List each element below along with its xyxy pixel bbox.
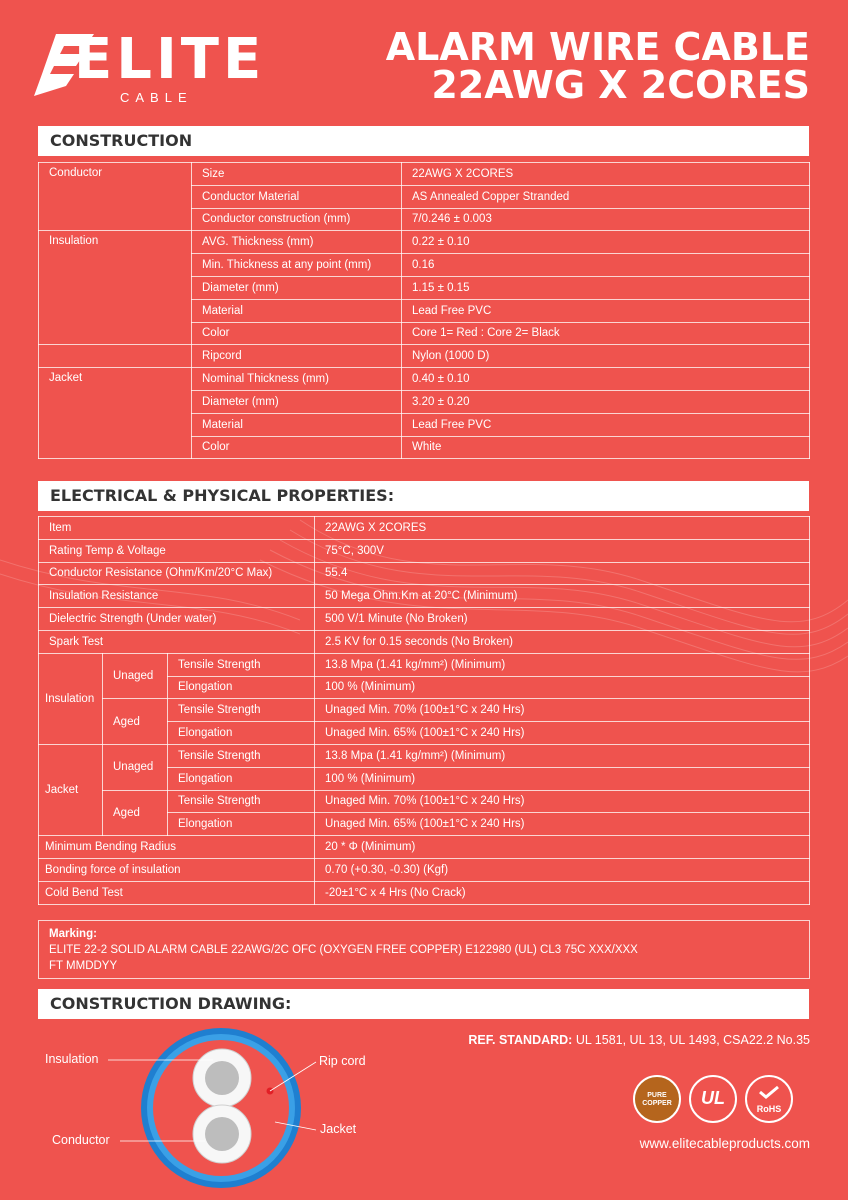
item-cell: Bonding force of insulation (39, 858, 315, 881)
item-cell: Item (39, 517, 315, 540)
table-row (39, 368, 810, 391)
param-cell: Min. Thickness at any point (mm) (192, 254, 402, 277)
table-row (39, 744, 810, 767)
param-cell: Elongation (168, 813, 315, 836)
param-cell: Tensile Strength (168, 699, 315, 722)
pure-text: PURE (647, 1092, 667, 1099)
value-cell: Core 1= Red : Core 2= Black (402, 322, 810, 345)
param-cell: Diameter (mm) (192, 276, 402, 299)
param-cell: AVG. Thickness (mm) (192, 231, 402, 254)
param-cell: Color (192, 436, 402, 459)
group-conductor: Conductor (39, 163, 192, 231)
ul-text: UL (701, 1088, 725, 1108)
table-row (39, 231, 810, 254)
electrical-table (38, 516, 810, 905)
value-cell: 7/0.246 ± 0.003 (402, 208, 810, 231)
param-cell: Material (192, 299, 402, 322)
value-cell: White (402, 436, 810, 459)
group-insulation: Insulation (39, 653, 103, 744)
param-cell: Elongation (168, 767, 315, 790)
value-cell: 13.8 Mpa (1.41 kg/mm²) (Minimum) (315, 653, 810, 676)
value-cell: 3.20 ± 0.20 (402, 390, 810, 413)
value-cell: Lead Free PVC (402, 413, 810, 436)
table-row (39, 836, 810, 859)
marking-line-1: ELITE 22-2 SOLID ALARM CABLE 22AWG/2C OFC (OXYGEN FREE COPPER) E122980 (UL) CL3 75C XXX/XXX (49, 944, 638, 956)
logo-word: ELITE (74, 27, 266, 92)
value-cell: Lead Free PVC (402, 299, 810, 322)
marking-line-2: FT MMDDYY (49, 960, 118, 972)
copper-text: COPPER (642, 1100, 672, 1107)
table-row (39, 562, 810, 585)
construction-table (38, 162, 810, 459)
value-cell: 2.5 KV for 0.15 seconds (No Broken) (315, 630, 810, 653)
elite-cable-logo (34, 26, 266, 108)
value-cell: 22AWG X 2CORES (402, 163, 810, 186)
rohs-text: RoHS (756, 1104, 782, 1114)
value-cell: 0.22 ± 0.10 (402, 231, 810, 254)
value-cell: 100 % (Minimum) (315, 767, 810, 790)
subgroup-unaged: Unaged (103, 653, 168, 699)
subgroup-unaged: Unaged (103, 744, 168, 790)
item-cell: Cold Bend Test (39, 881, 315, 904)
title-line-1: ALARM WIRE CABLE (385, 25, 810, 69)
drawing-label-ripcord: Rip cord (319, 1054, 366, 1068)
table-row (39, 790, 810, 813)
ref-label: REF. STANDARD: (468, 1033, 573, 1047)
table-row (39, 585, 810, 608)
group-jacket: Jacket (39, 744, 103, 835)
pure-copper-badge-icon (633, 1075, 681, 1123)
ref-value: UL 1581, UL 13, UL 1493, CSA22.2 No.35 (572, 1033, 810, 1047)
section-drawing-heading: CONSTRUCTION DRAWING: (38, 989, 809, 1019)
core-2-conductor (205, 1117, 239, 1151)
value-cell: 0.40 ± 0.10 (402, 368, 810, 391)
value-cell: 22AWG X 2CORES (315, 517, 810, 540)
drawing-label-conductor: Conductor (52, 1133, 110, 1147)
group-insulation: Insulation (39, 231, 192, 345)
value-cell: 75°C, 300V (315, 539, 810, 562)
table-row (39, 881, 810, 904)
value-cell: 13.8 Mpa (1.41 kg/mm²) (Minimum) (315, 744, 810, 767)
param-cell: Tensile Strength (168, 653, 315, 676)
page-title (385, 25, 810, 107)
value-cell: 100 % (Minimum) (315, 676, 810, 699)
drawing-label-insulation: Insulation (45, 1052, 99, 1066)
value-cell: 500 V/1 Minute (No Broken) (315, 608, 810, 631)
value-cell: 55.4 (315, 562, 810, 585)
logo-sub: CABLE (120, 90, 193, 105)
value-cell: 0.16 (402, 254, 810, 277)
title-line-2: 22AWG X 2CORES (431, 63, 810, 107)
param-cell: Ripcord (192, 345, 402, 368)
param-cell: Nominal Thickness (mm) (192, 368, 402, 391)
value-cell: Unaged Min. 65% (100±1°C x 240 Hrs) (315, 722, 810, 745)
value-cell: -20±1°C x 4 Hrs (No Crack) (315, 881, 810, 904)
value-cell: Nylon (1000 D) (402, 345, 810, 368)
table-row (39, 858, 810, 881)
table-row (39, 539, 810, 562)
ul-badge-icon (689, 1075, 737, 1123)
value-cell: Unaged Min. 70% (100±1°C x 240 Hrs) (315, 699, 810, 722)
ref-standard (468, 1033, 810, 1047)
subgroup-aged: Aged (103, 699, 168, 745)
core-1-conductor (205, 1061, 239, 1095)
param-cell: Elongation (168, 676, 315, 699)
param-cell: Color (192, 322, 402, 345)
section-construction-heading: CONSTRUCTION (38, 126, 809, 156)
section-electrical-heading: ELECTRICAL & PHYSICAL PROPERTIES: (38, 481, 809, 511)
item-cell: Conductor Resistance (Ohm/Km/20°C Max) (39, 562, 315, 585)
param-cell: Material (192, 413, 402, 436)
drawing-label-jacket: Jacket (320, 1122, 357, 1136)
item-cell: Insulation Resistance (39, 585, 315, 608)
check-icon (758, 1085, 780, 1099)
subgroup-aged: Aged (103, 790, 168, 836)
param-cell: Size (192, 163, 402, 186)
value-cell: Unaged Min. 70% (100±1°C x 240 Hrs) (315, 790, 810, 813)
param-cell: Elongation (168, 722, 315, 745)
table-row (39, 630, 810, 653)
table-row (39, 163, 810, 186)
param-cell: Tensile Strength (168, 744, 315, 767)
item-cell: Rating Temp & Voltage (39, 539, 315, 562)
value-cell: Unaged Min. 65% (100±1°C x 240 Hrs) (315, 813, 810, 836)
table-row (39, 653, 810, 676)
value-cell: 20 * Φ (Minimum) (315, 836, 810, 859)
value-cell: AS Annealed Copper Stranded (402, 185, 810, 208)
table-row (39, 517, 810, 540)
marking-box (38, 920, 810, 979)
item-cell: Dielectric Strength (Under water) (39, 608, 315, 631)
value-cell: 50 Mega Ohm.Km at 20°C (Minimum) (315, 585, 810, 608)
website-link[interactable]: www.elitecableproducts.com (639, 1136, 810, 1151)
param-cell: Tensile Strength (168, 790, 315, 813)
table-row (39, 345, 810, 368)
param-cell: Diameter (mm) (192, 390, 402, 413)
table-row (39, 699, 810, 722)
item-cell: Minimum Bending Radius (39, 836, 315, 859)
param-cell: Conductor construction (mm) (192, 208, 402, 231)
value-cell: 0.70 (+0.30, -0.30) (Kgf) (315, 858, 810, 881)
marking-label: Marking: (49, 928, 97, 940)
group-empty (39, 345, 192, 368)
param-cell: Conductor Material (192, 185, 402, 208)
group-jacket: Jacket (39, 368, 192, 459)
value-cell: 1.15 ± 0.15 (402, 276, 810, 299)
rohs-badge-icon (745, 1075, 793, 1123)
table-row (39, 608, 810, 631)
item-cell: Spark Test (39, 630, 315, 653)
